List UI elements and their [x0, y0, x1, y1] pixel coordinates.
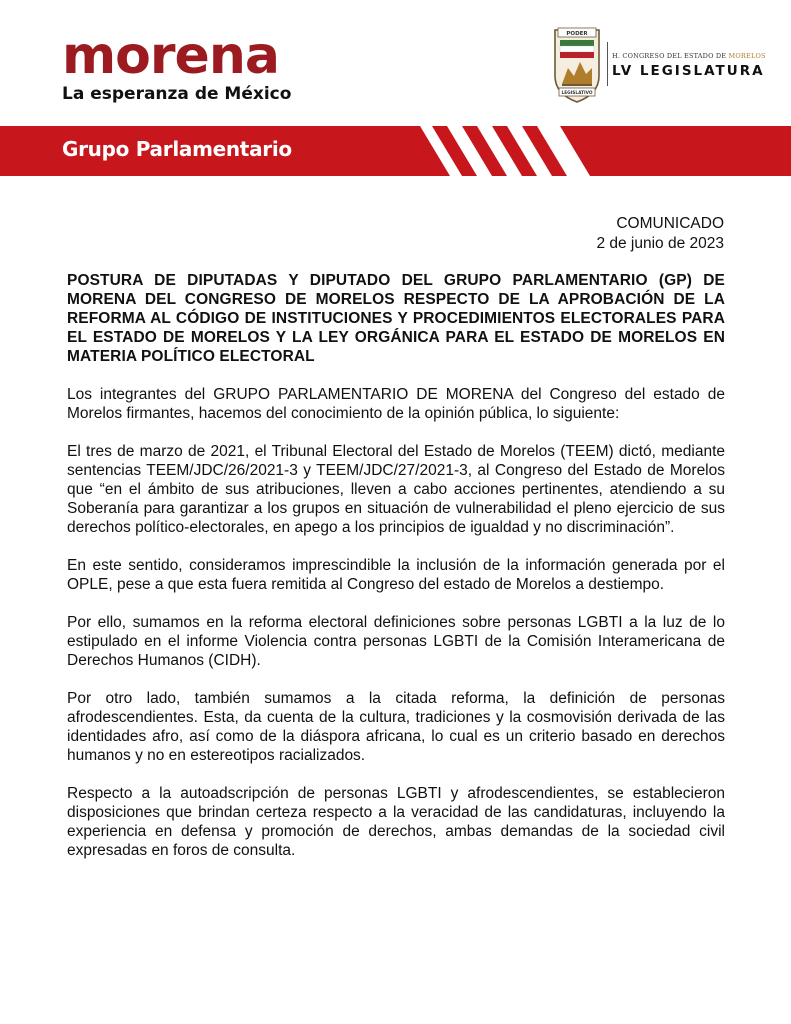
- body-paragraph: El tres de marzo de 2021, el Tribunal Electoral del Estado de Morelos (TEEM) dictó, mediante sentencias TEEM/JDC/26/2021-3 y TEEM/JDC/27/2021-3, al Congreso del Estado de Morelos que “en el ámbito de sus atribuciones, lleven a cabo acciones pertinentes, atendiendo a su Soberanía para garantizar a los grupos en situación de vulnerabilidad el pleno ejercicio de sus derechos político-electorales, en apego a los principios de igualdad y no discriminación”.: [67, 443, 725, 536]
- body-paragraph: Por ello, sumamos en la reforma electoral definiciones sobre personas LGBTI a la luz de lo estipulado en el informe Violencia contra personas LGBTI de la Comisión Interamericana de Derechos Humanos (CIDH).: [67, 614, 725, 669]
- body-paragraph: Respecto a la autoadscripción de personas LGBTI y afrodescendientes, se establecieron disposiciones que brindan certeza respecto a la veracidad de las candidaturas, incluyendo la experiencia en defensa y promoción de derechos, ambas demandas de la sociedad civil expresadas en foros de consulta.: [67, 785, 725, 859]
- congress-emblem-icon: [552, 24, 602, 104]
- document-title: POSTURA DE DIPUTADAS Y DIPUTADO DEL GRUPO PARLAMENTARIO (GP) DE MORENA DEL CONGRESO DE MORELOS RESPECTO DE LA APROBACIÓN DE LA REFORMA AL CÓDIGO DE INSTITUCIONES Y PROCEDIMIENTOS ELECTORALES PARA EL ESTADO DE MORELOS Y LA LEY ORGÁNICA PARA EL ESTADO DE MORELOS EN MATERIA POLÍTICO ELECTORAL: [67, 272, 725, 365]
- emblem-bottom-text: LEGISLATIVO: [561, 91, 593, 96]
- logo-wordmark: morena: [62, 26, 279, 86]
- header-divider: [607, 42, 608, 86]
- body-paragraph: Los integrantes del GRUPO PARLAMENTARIO DE MORENA del Congreso del estado de Morelos firmantes, hacemos del conocimiento de la opinión pública, lo siguiente:: [67, 386, 725, 422]
- body-paragraph: En este sentido, consideramos imprescindible la inclusión de la información generada por el OPLE, pese a que esta fuera remitida al Congreso del estado de Morelos a destiempo.: [67, 557, 725, 593]
- logo-tagline: La esperanza de México: [62, 84, 292, 104]
- communique-label: COMUNICADO: [616, 215, 724, 232]
- legislature-block: [612, 52, 766, 79]
- communique-meta: [596, 214, 724, 254]
- congress-state: MORELOS: [728, 52, 766, 60]
- body-paragraph: Por otro lado, también sumamos a la citada reforma, la definición de personas afrodescendientes. Esta, da cuenta de la cultura, tradiciones y la cosmovisión derivada de las identidades afro, así como de la diáspora africana, lo cual es un criterio basado en derechos humanos y no en estereotipos racializados.: [67, 690, 725, 764]
- congress-line: H. CONGRESO DEL ESTADO DE: [612, 52, 727, 60]
- communique-date: 2 de junio de 2023: [596, 235, 724, 252]
- document-body: [67, 385, 725, 879]
- banner-title: Grupo Parlamentario: [62, 137, 292, 161]
- morena-logo: [62, 26, 292, 104]
- emblem-top-text: PODER: [566, 31, 588, 37]
- legislature-title: LV LEGISLATURA: [612, 63, 765, 79]
